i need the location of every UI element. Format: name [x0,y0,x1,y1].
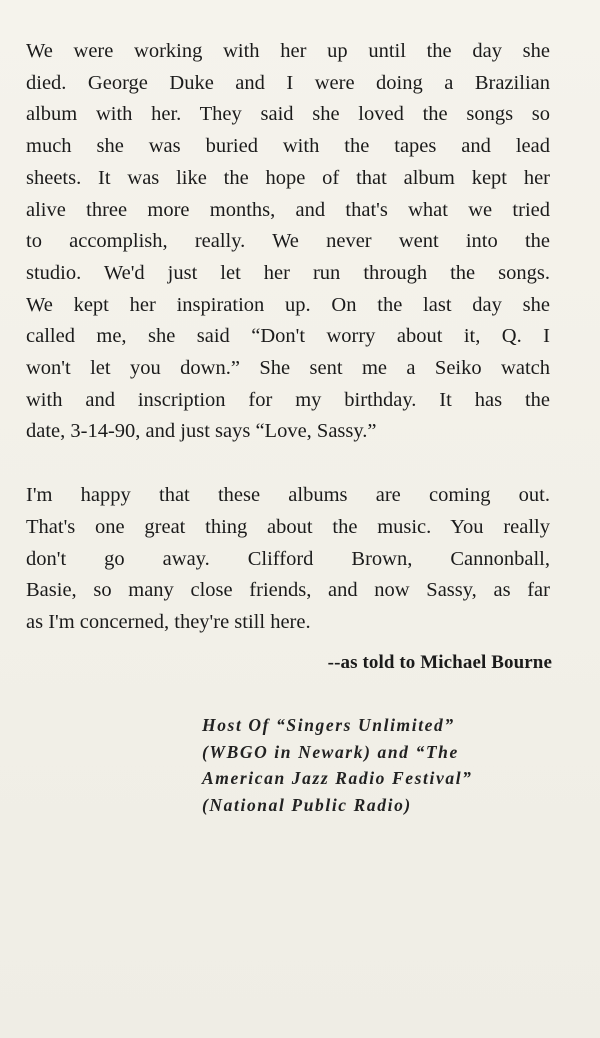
paragraph-2 [26,480,550,639]
text-line: Basie, so many close friends, and now Sassy, as far [26,579,550,602]
text-line: as I'm concerned, they're still here. [26,610,311,633]
host-info [202,712,558,818]
text-line: studio. We'd just let her run through the songs. [26,261,550,284]
paragraph-spacer [26,448,550,480]
text-line: won't let you down.” She sent me a Seiko watch [26,357,550,380]
text-line: We kept her inspiration up. On the last day she [26,293,550,316]
text-line: died. George Duke and I were doing a Brazilian [26,71,550,94]
host-info-line: (National Public Radio) [202,794,412,815]
text-line: That's one great thing about the music. You really [26,515,550,538]
text-line: date, 3-14-90, and just says “Love, Sassy.” [26,420,377,443]
attribution: --as told to Michael Bourne [327,652,552,673]
text-line: to accomplish, really. We never went into the [26,230,550,253]
text-line: I'm happy that these albums are coming out. [26,484,550,507]
text-line: with and inscription for my birthday. It has the [26,388,550,411]
text-line: sheets. It was like the hope of that album kept her [26,166,550,189]
text-line: alive three more months, and that's what we tried [26,198,550,221]
host-info-line: (WBGO in Newark) and “The [202,741,459,762]
text-line: don't go away. Clifford Brown, Cannonball, [26,547,550,570]
text-line: called me, she said “Don't worry about it, Q. I [26,325,550,348]
text-line: album with her. They said she loved the songs so [26,103,550,126]
host-info-line: Host Of “Singers Unlimited” [202,715,455,735]
text-line: much she was buried with the tapes and lead [26,135,550,158]
host-info-line: American Jazz Radio Festival” [202,768,473,788]
text-line: We were working with her up until the day she [26,40,550,62]
liner-notes-body [26,36,550,639]
paragraph-1 [26,36,550,448]
